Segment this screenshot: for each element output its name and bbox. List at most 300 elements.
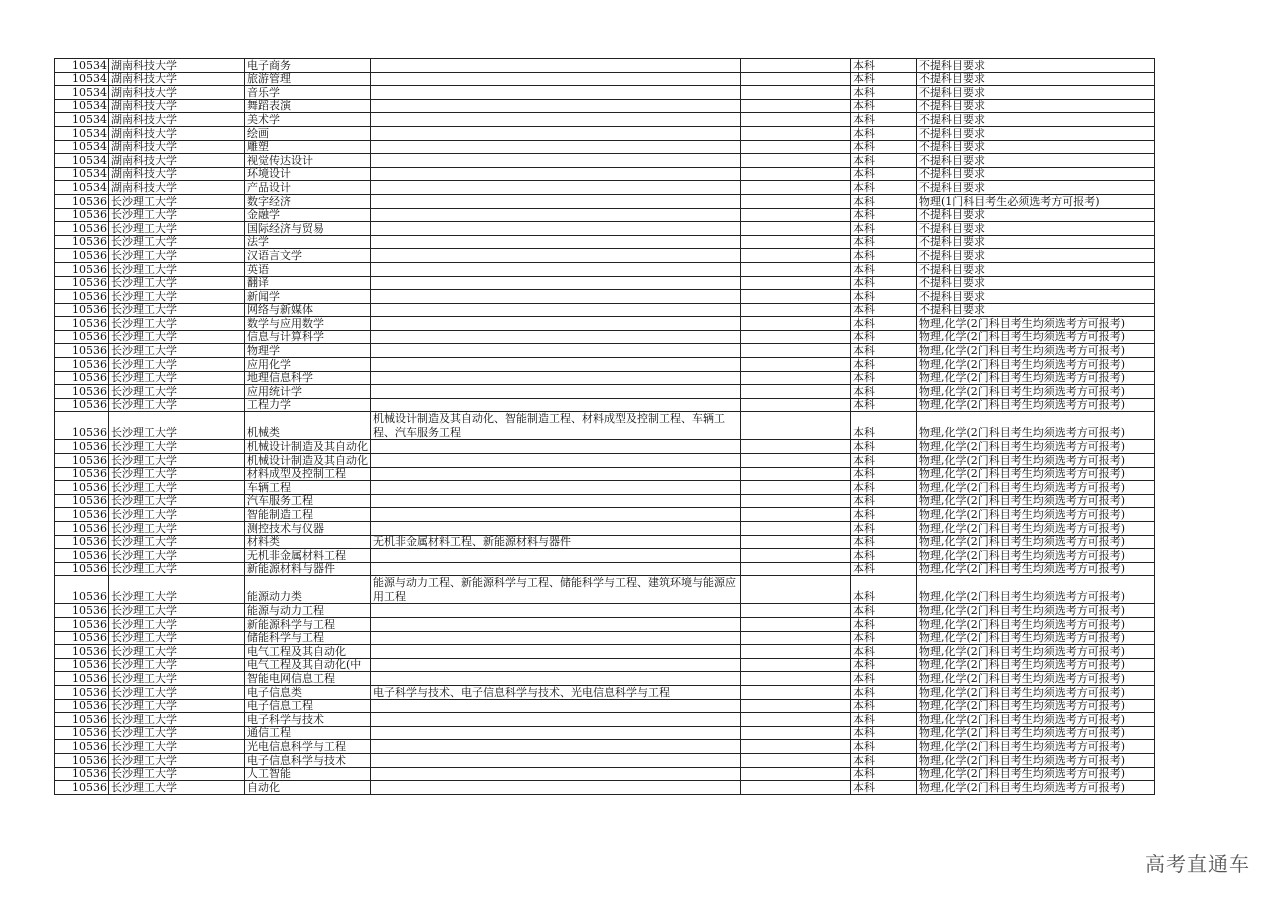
table-body: [55, 59, 1155, 795]
included-majors-cell: [371, 740, 741, 754]
school-code-cell: 10536: [55, 535, 109, 549]
table-row: [55, 303, 1155, 317]
note-cell: [741, 330, 851, 344]
note-cell: [741, 576, 851, 604]
table-row: [55, 713, 1155, 727]
school-name-cell: 长沙理工大学: [109, 562, 245, 576]
table-row: [55, 672, 1155, 686]
included-majors-cell: 机械设计制造及其自动化、智能制造工程、材料成型及控制工程、车辆工程、汽车服务工程: [371, 412, 741, 440]
school-name-cell: 长沙理工大学: [109, 576, 245, 604]
note-cell: [741, 454, 851, 468]
level-cell: 本科: [851, 535, 917, 549]
level-cell: 本科: [851, 658, 917, 672]
major-name-cell: 电子信息科学与技术: [245, 753, 371, 767]
note-cell: [741, 126, 851, 140]
subject-requirement-cell: 不提科目要求: [917, 154, 1155, 168]
level-cell: 本科: [851, 59, 917, 73]
table-row: [55, 330, 1155, 344]
table-row: [55, 99, 1155, 113]
table-row: [55, 385, 1155, 399]
included-majors-cell: [371, 549, 741, 563]
school-name-cell: 长沙理工大学: [109, 454, 245, 468]
included-majors-cell: [371, 86, 741, 100]
level-cell: 本科: [851, 645, 917, 659]
note-cell: [741, 99, 851, 113]
table-row: [55, 86, 1155, 100]
level-cell: 本科: [851, 481, 917, 495]
subject-requirement-cell: 物理,化学(2门科目考生均须选考方可报考): [917, 385, 1155, 399]
included-majors-cell: [371, 440, 741, 454]
school-code-cell: 10536: [55, 522, 109, 536]
subject-requirement-cell: 物理,化学(2门科目考生均须选考方可报考): [917, 440, 1155, 454]
school-code-cell: 10536: [55, 672, 109, 686]
school-name-cell: 湖南科技大学: [109, 86, 245, 100]
subject-requirement-cell: 不提科目要求: [917, 113, 1155, 127]
school-code-cell: 10534: [55, 126, 109, 140]
note-cell: [741, 617, 851, 631]
table-row: [55, 358, 1155, 372]
school-name-cell: 湖南科技大学: [109, 181, 245, 195]
level-cell: 本科: [851, 72, 917, 86]
subject-requirement-cell: 物理,化学(2门科目考生均须选考方可报考): [917, 726, 1155, 740]
subject-requirement-cell: 物理,化学(2门科目考生均须选考方可报考): [917, 713, 1155, 727]
note-cell: [741, 685, 851, 699]
major-name-cell: 通信工程: [245, 726, 371, 740]
school-code-cell: 10536: [55, 604, 109, 618]
included-majors-cell: [371, 317, 741, 331]
school-name-cell: 长沙理工大学: [109, 767, 245, 781]
school-name-cell: 长沙理工大学: [109, 522, 245, 536]
school-name-cell: 长沙理工大学: [109, 672, 245, 686]
level-cell: 本科: [851, 454, 917, 468]
level-cell: 本科: [851, 781, 917, 795]
note-cell: [741, 440, 851, 454]
included-majors-cell: [371, 330, 741, 344]
note-cell: [741, 740, 851, 754]
included-majors-cell: [371, 398, 741, 412]
level-cell: 本科: [851, 412, 917, 440]
table-row: [55, 562, 1155, 576]
school-name-cell: 长沙理工大学: [109, 208, 245, 222]
note-cell: [741, 208, 851, 222]
major-name-cell: 车辆工程: [245, 481, 371, 495]
included-majors-cell: [371, 154, 741, 168]
school-code-cell: 10536: [55, 549, 109, 563]
school-code-cell: 10536: [55, 508, 109, 522]
school-code-cell: 10536: [55, 576, 109, 604]
major-name-cell: 物理学: [245, 344, 371, 358]
table-row: [55, 59, 1155, 73]
table-row: [55, 726, 1155, 740]
note-cell: [741, 371, 851, 385]
subject-requirement-cell: 物理,化学(2门科目考生均须选考方可报考): [917, 412, 1155, 440]
note-cell: [741, 658, 851, 672]
major-name-cell: 无机非金属材料工程: [245, 549, 371, 563]
major-name-cell: 产品设计: [245, 181, 371, 195]
level-cell: 本科: [851, 303, 917, 317]
subject-requirement-cell: 不提科目要求: [917, 208, 1155, 222]
included-majors-cell: [371, 344, 741, 358]
school-code-cell: 10536: [55, 412, 109, 440]
school-code-cell: 10536: [55, 617, 109, 631]
table-row: [55, 440, 1155, 454]
major-name-cell: 能源动力类: [245, 576, 371, 604]
included-majors-cell: [371, 208, 741, 222]
subject-requirement-cell: 不提科目要求: [917, 249, 1155, 263]
school-code-cell: 10536: [55, 658, 109, 672]
subject-requirement-cell: 物理,化学(2门科目考生均须选考方可报考): [917, 330, 1155, 344]
level-cell: 本科: [851, 699, 917, 713]
table-row: [55, 494, 1155, 508]
table-row: [55, 113, 1155, 127]
table-row: [55, 753, 1155, 767]
included-majors-cell: [371, 753, 741, 767]
level-cell: 本科: [851, 344, 917, 358]
table-row: [55, 658, 1155, 672]
note-cell: [741, 235, 851, 249]
included-majors-cell: [371, 99, 741, 113]
note-cell: [741, 699, 851, 713]
major-name-cell: 机械设计制造及其自动化: [245, 454, 371, 468]
school-code-cell: 10536: [55, 631, 109, 645]
major-name-cell: 翻译: [245, 276, 371, 290]
table-row: [55, 235, 1155, 249]
note-cell: [741, 522, 851, 536]
level-cell: 本科: [851, 522, 917, 536]
table-row: [55, 631, 1155, 645]
note-cell: [741, 194, 851, 208]
school-code-cell: 10536: [55, 767, 109, 781]
included-majors-cell: [371, 481, 741, 495]
school-name-cell: 长沙理工大学: [109, 645, 245, 659]
subject-requirement-cell: 物理,化学(2门科目考生均须选考方可报考): [917, 398, 1155, 412]
school-code-cell: 10534: [55, 113, 109, 127]
subject-requirement-cell: 物理,化学(2门科目考生均须选考方可报考): [917, 645, 1155, 659]
school-code-cell: 10536: [55, 699, 109, 713]
table-row: [55, 481, 1155, 495]
table-row: [55, 740, 1155, 754]
included-majors-cell: [371, 454, 741, 468]
note-cell: [741, 154, 851, 168]
table-row: [55, 522, 1155, 536]
school-code-cell: 10536: [55, 222, 109, 236]
school-name-cell: 长沙理工大学: [109, 726, 245, 740]
table-row: [55, 549, 1155, 563]
table-row: [55, 454, 1155, 468]
major-name-cell: 视觉传达设计: [245, 154, 371, 168]
school-code-cell: 10534: [55, 140, 109, 154]
school-name-cell: 长沙理工大学: [109, 617, 245, 631]
school-name-cell: 长沙理工大学: [109, 330, 245, 344]
level-cell: 本科: [851, 576, 917, 604]
table-row: [55, 781, 1155, 795]
subject-requirement-cell: 物理,化学(2门科目考生均须选考方可报考): [917, 344, 1155, 358]
subject-requirement-cell: 不提科目要求: [917, 72, 1155, 86]
note-cell: [741, 276, 851, 290]
subject-requirement-cell: 不提科目要求: [917, 235, 1155, 249]
major-name-cell: 国际经济与贸易: [245, 222, 371, 236]
major-name-cell: 新能源材料与器件: [245, 562, 371, 576]
major-name-cell: 电子信息工程: [245, 699, 371, 713]
included-majors-cell: [371, 235, 741, 249]
note-cell: [741, 467, 851, 481]
note-cell: [741, 508, 851, 522]
subject-requirement-cell: 不提科目要求: [917, 222, 1155, 236]
major-name-cell: 能源与动力工程: [245, 604, 371, 618]
note-cell: [741, 645, 851, 659]
major-name-cell: 数字经济: [245, 194, 371, 208]
note-cell: [741, 59, 851, 73]
table-row: [55, 208, 1155, 222]
subject-requirement-cell: 物理,化学(2门科目考生均须选考方可报考): [917, 604, 1155, 618]
school-name-cell: 长沙理工大学: [109, 317, 245, 331]
included-majors-cell: [371, 767, 741, 781]
school-name-cell: 长沙理工大学: [109, 685, 245, 699]
table-row: [55, 604, 1155, 618]
included-majors-cell: [371, 303, 741, 317]
included-majors-cell: [371, 222, 741, 236]
school-name-cell: 长沙理工大学: [109, 194, 245, 208]
level-cell: 本科: [851, 330, 917, 344]
note-cell: [741, 672, 851, 686]
school-name-cell: 长沙理工大学: [109, 508, 245, 522]
school-code-cell: 10534: [55, 181, 109, 195]
table-row: [55, 126, 1155, 140]
subject-requirement-cell: 物理,化学(2门科目考生均须选考方可报考): [917, 467, 1155, 481]
level-cell: 本科: [851, 726, 917, 740]
major-name-cell: 电气工程及其自动化: [245, 645, 371, 659]
included-majors-cell: 电子科学与技术、电子信息科学与技术、光电信息科学与工程: [371, 685, 741, 699]
included-majors-cell: [371, 631, 741, 645]
school-name-cell: 长沙理工大学: [109, 549, 245, 563]
major-name-cell: 工程力学: [245, 398, 371, 412]
school-name-cell: 长沙理工大学: [109, 235, 245, 249]
subject-requirement-cell: 物理,化学(2门科目考生均须选考方可报考): [917, 481, 1155, 495]
major-name-cell: 绘画: [245, 126, 371, 140]
school-name-cell: 湖南科技大学: [109, 126, 245, 140]
included-majors-cell: 无机非金属材料工程、新能源材料与器件: [371, 535, 741, 549]
admission-requirements-table: [54, 58, 1155, 795]
school-code-cell: 10536: [55, 726, 109, 740]
school-name-cell: 长沙理工大学: [109, 412, 245, 440]
subject-requirement-cell: 物理,化学(2门科目考生均须选考方可报考): [917, 685, 1155, 699]
level-cell: 本科: [851, 113, 917, 127]
school-name-cell: 湖南科技大学: [109, 59, 245, 73]
school-name-cell: 长沙理工大学: [109, 371, 245, 385]
school-code-cell: 10536: [55, 317, 109, 331]
table-row: [55, 467, 1155, 481]
level-cell: 本科: [851, 167, 917, 181]
subject-requirement-cell: 不提科目要求: [917, 126, 1155, 140]
major-name-cell: 智能制造工程: [245, 508, 371, 522]
subject-requirement-cell: 物理,化学(2门科目考生均须选考方可报考): [917, 767, 1155, 781]
subject-requirement-cell: 物理,化学(2门科目考生均须选考方可报考): [917, 672, 1155, 686]
school-code-cell: 10536: [55, 235, 109, 249]
school-name-cell: 长沙理工大学: [109, 358, 245, 372]
level-cell: 本科: [851, 631, 917, 645]
school-code-cell: 10536: [55, 398, 109, 412]
included-majors-cell: [371, 59, 741, 73]
level-cell: 本科: [851, 440, 917, 454]
school-name-cell: 湖南科技大学: [109, 167, 245, 181]
major-name-cell: 材料成型及控制工程: [245, 467, 371, 481]
subject-requirement-cell: 物理,化学(2门科目考生均须选考方可报考): [917, 494, 1155, 508]
level-cell: 本科: [851, 276, 917, 290]
note-cell: [741, 358, 851, 372]
subject-requirement-cell: 物理,化学(2门科目考生均须选考方可报考): [917, 753, 1155, 767]
table-row: [55, 685, 1155, 699]
level-cell: 本科: [851, 713, 917, 727]
major-name-cell: 电子科学与技术: [245, 713, 371, 727]
table-row: [55, 371, 1155, 385]
subject-requirement-cell: 物理,化学(2门科目考生均须选考方可报考): [917, 508, 1155, 522]
school-name-cell: 长沙理工大学: [109, 535, 245, 549]
note-cell: [741, 317, 851, 331]
school-name-cell: 长沙理工大学: [109, 753, 245, 767]
included-majors-cell: [371, 113, 741, 127]
school-name-cell: 长沙理工大学: [109, 713, 245, 727]
table-row: [55, 276, 1155, 290]
level-cell: 本科: [851, 467, 917, 481]
school-name-cell: 长沙理工大学: [109, 440, 245, 454]
school-code-cell: 10536: [55, 781, 109, 795]
note-cell: [741, 398, 851, 412]
school-name-cell: 长沙理工大学: [109, 467, 245, 481]
subject-requirement-cell: 不提科目要求: [917, 303, 1155, 317]
school-name-cell: 长沙理工大学: [109, 303, 245, 317]
major-name-cell: 环境设计: [245, 167, 371, 181]
level-cell: 本科: [851, 549, 917, 563]
major-name-cell: 自动化: [245, 781, 371, 795]
note-cell: [741, 535, 851, 549]
school-code-cell: 10536: [55, 562, 109, 576]
level-cell: 本科: [851, 494, 917, 508]
included-majors-cell: [371, 358, 741, 372]
school-code-cell: 10534: [55, 72, 109, 86]
table-row: [55, 398, 1155, 412]
school-code-cell: 10536: [55, 645, 109, 659]
note-cell: [741, 290, 851, 304]
school-code-cell: 10536: [55, 454, 109, 468]
school-name-cell: 长沙理工大学: [109, 658, 245, 672]
level-cell: 本科: [851, 562, 917, 576]
school-code-cell: 10536: [55, 303, 109, 317]
subject-requirement-cell: 物理,化学(2门科目考生均须选考方可报考): [917, 699, 1155, 713]
included-majors-cell: [371, 522, 741, 536]
school-name-cell: 湖南科技大学: [109, 72, 245, 86]
school-code-cell: 10534: [55, 154, 109, 168]
school-name-cell: 长沙理工大学: [109, 249, 245, 263]
major-name-cell: 电子商务: [245, 59, 371, 73]
included-majors-cell: [371, 181, 741, 195]
major-name-cell: 材料类: [245, 535, 371, 549]
subject-requirement-cell: 物理,化学(2门科目考生均须选考方可报考): [917, 576, 1155, 604]
school-name-cell: 湖南科技大学: [109, 154, 245, 168]
included-majors-cell: [371, 467, 741, 481]
included-majors-cell: [371, 167, 741, 181]
note-cell: [741, 767, 851, 781]
subject-requirement-cell: 不提科目要求: [917, 86, 1155, 100]
subject-requirement-cell: 物理,化学(2门科目考生均须选考方可报考): [917, 562, 1155, 576]
major-name-cell: 网络与新媒体: [245, 303, 371, 317]
table-row: [55, 699, 1155, 713]
level-cell: 本科: [851, 99, 917, 113]
level-cell: 本科: [851, 290, 917, 304]
table-row: [55, 576, 1155, 604]
school-code-cell: 10534: [55, 99, 109, 113]
subject-requirement-cell: 不提科目要求: [917, 59, 1155, 73]
major-name-cell: 数学与应用数学: [245, 317, 371, 331]
school-code-cell: 10536: [55, 330, 109, 344]
note-cell: [741, 113, 851, 127]
school-name-cell: 长沙理工大学: [109, 262, 245, 276]
school-code-cell: 10536: [55, 713, 109, 727]
included-majors-cell: 能源与动力工程、新能源科学与工程、储能科学与工程、建筑环境与能源应用工程: [371, 576, 741, 604]
subject-requirement-cell: 物理,化学(2门科目考生均须选考方可报考): [917, 522, 1155, 536]
subject-requirement-cell: 不提科目要求: [917, 167, 1155, 181]
school-name-cell: 长沙理工大学: [109, 740, 245, 754]
major-name-cell: 美术学: [245, 113, 371, 127]
note-cell: [741, 562, 851, 576]
major-name-cell: 新能源科学与工程: [245, 617, 371, 631]
school-code-cell: 10536: [55, 344, 109, 358]
subject-requirement-cell: 不提科目要求: [917, 262, 1155, 276]
school-code-cell: 10536: [55, 440, 109, 454]
subject-requirement-cell: 不提科目要求: [917, 276, 1155, 290]
school-code-cell: 10534: [55, 167, 109, 181]
subject-requirement-cell: 物理,化学(2门科目考生均须选考方可报考): [917, 658, 1155, 672]
school-code-cell: 10536: [55, 685, 109, 699]
level-cell: 本科: [851, 672, 917, 686]
subject-requirement-cell: 不提科目要求: [917, 99, 1155, 113]
table-row: [55, 154, 1155, 168]
school-name-cell: 长沙理工大学: [109, 604, 245, 618]
major-name-cell: 雕塑: [245, 140, 371, 154]
subject-requirement-cell: 物理,化学(2门科目考生均须选考方可报考): [917, 549, 1155, 563]
major-name-cell: 应用统计学: [245, 385, 371, 399]
school-name-cell: 长沙理工大学: [109, 276, 245, 290]
included-majors-cell: [371, 726, 741, 740]
level-cell: 本科: [851, 767, 917, 781]
school-name-cell: 湖南科技大学: [109, 113, 245, 127]
major-name-cell: 汉语言文学: [245, 249, 371, 263]
level-cell: 本科: [851, 86, 917, 100]
school-name-cell: 长沙理工大学: [109, 398, 245, 412]
school-code-cell: 10536: [55, 358, 109, 372]
included-majors-cell: [371, 276, 741, 290]
school-code-cell: 10536: [55, 740, 109, 754]
level-cell: 本科: [851, 208, 917, 222]
note-cell: [741, 713, 851, 727]
major-name-cell: 法学: [245, 235, 371, 249]
table-row: [55, 412, 1155, 440]
major-name-cell: 旅游管理: [245, 72, 371, 86]
subject-requirement-cell: 物理,化学(2门科目考生均须选考方可报考): [917, 317, 1155, 331]
table-row: [55, 72, 1155, 86]
level-cell: 本科: [851, 753, 917, 767]
level-cell: 本科: [851, 235, 917, 249]
table-row: [55, 344, 1155, 358]
level-cell: 本科: [851, 358, 917, 372]
table-row: [55, 167, 1155, 181]
school-name-cell: 长沙理工大学: [109, 781, 245, 795]
note-cell: [741, 604, 851, 618]
note-cell: [741, 303, 851, 317]
school-name-cell: 长沙理工大学: [109, 290, 245, 304]
note-cell: [741, 249, 851, 263]
table-row: [55, 535, 1155, 549]
school-code-cell: 10536: [55, 290, 109, 304]
